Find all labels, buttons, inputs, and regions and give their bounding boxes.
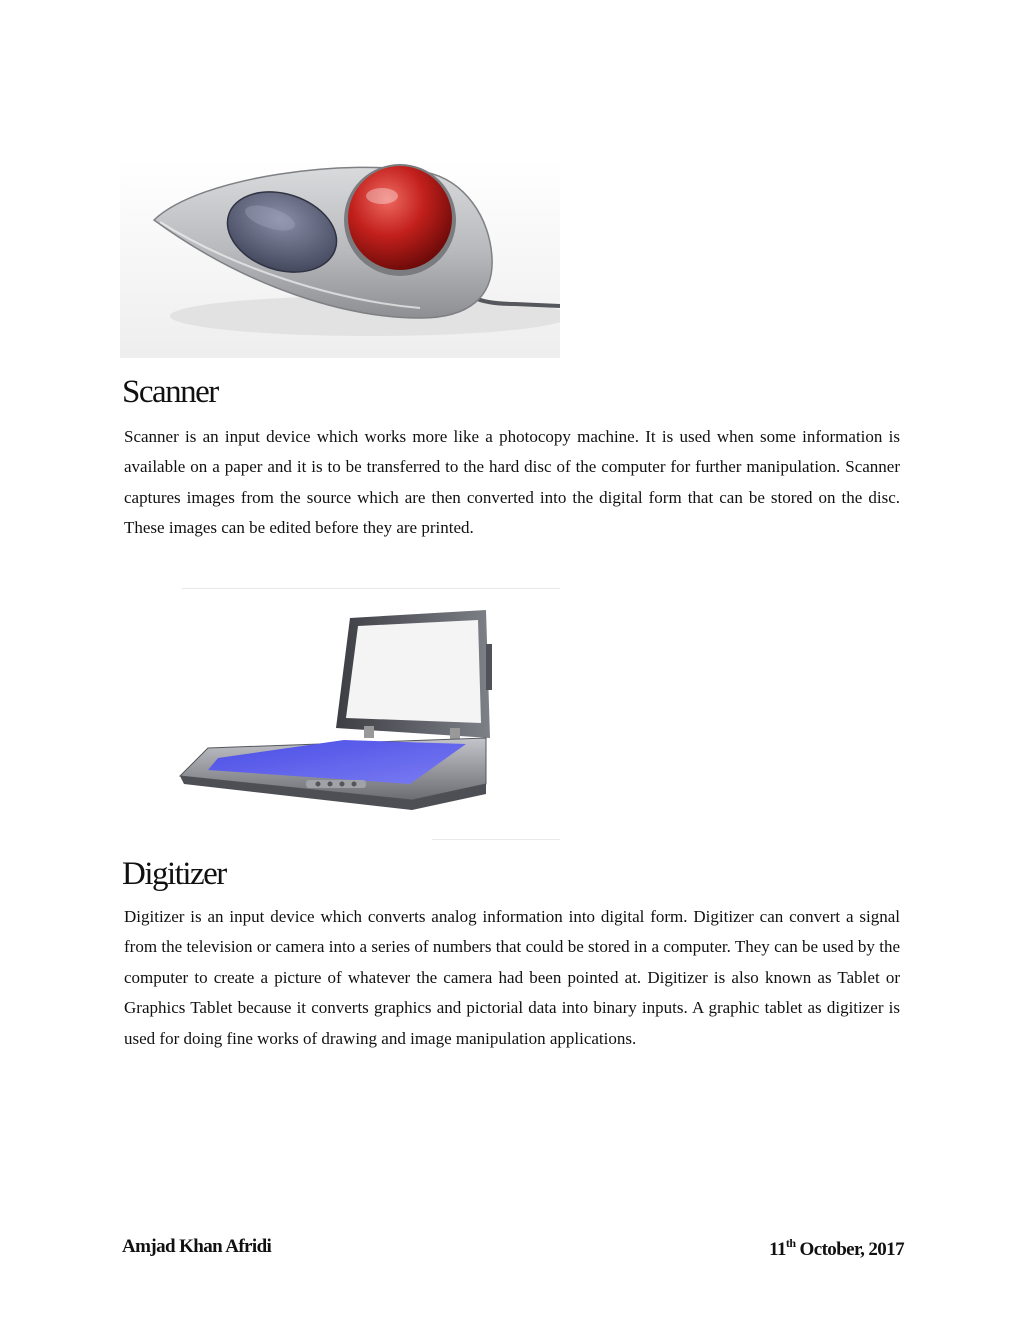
footer-date xyxy=(769,1236,904,1261)
footer-date-rest: October, 2017 xyxy=(795,1239,904,1260)
scanner-paragraph: Scanner is an input device which works more like a photocopy machine. It is used when some information is available on a paper and it is to be transferred to the hard disc of the computer for further manipulation. Scanner captures images from the source which are then converted into the digital form that can be stored on the disc. These images can be edited before they are printed. xyxy=(124,427,900,538)
digitizer-heading: Digitizer xyxy=(122,856,226,892)
footer-date-suffix: th xyxy=(785,1236,796,1250)
footer-date-day: 11 xyxy=(769,1239,786,1260)
scanner-heading: Scanner xyxy=(122,374,218,410)
trackball-image xyxy=(120,158,560,358)
footer-author: Amjad Khan Afridi xyxy=(122,1236,272,1257)
flatbed-scanner-image xyxy=(168,588,560,840)
digitizer-paragraph: Digitizer is an input device which converts analog information into digital form. Digitizer can convert a signal from the television or camera into a series of numbers that could be stored in a computer. They can be used by the computer to create a picture of whatever the camera had been pointed at. Digitizer is also known as Tablet or Graphics Tablet because it converts graphics and pictorial data into binary inputs. A graphic tablet as digitizer is used for doing fine works of drawing and image manipulation applications. xyxy=(124,907,900,1048)
